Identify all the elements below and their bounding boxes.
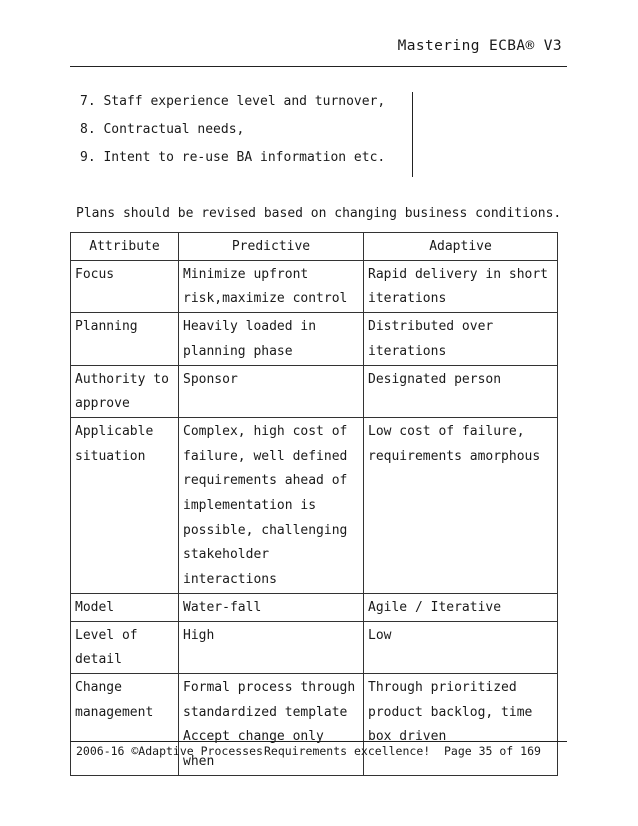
table-cell: Minimize upfront risk,maximize control [179,260,364,312]
list-item: 8. Contractual needs, [80,122,245,137]
table-cell: Agile / Iterative [364,593,558,621]
table-cell: Level of detail [71,621,179,673]
table-row [71,260,558,312]
table-cell: Heavily loaded in planning phase [179,313,364,365]
page-footer [76,744,541,758]
table-row [71,313,558,365]
running-header-title: Mastering ECBA® V3 [397,38,562,54]
table-row [71,417,558,593]
table-cell: Formal process through standardized template Accept change only when [179,673,364,775]
footer-copyright: 2006-16 ©Adaptive Processes [76,744,263,758]
table-row [71,365,558,417]
intro-paragraph: Plans should be revised based on changing business conditions. [76,206,562,221]
table-cell: Distributed over iterations [364,313,558,365]
table-cell: Model [71,593,179,621]
table-cell: Planning [71,313,179,365]
footer-tagline: Requirements excellence! [264,744,431,758]
table-header-row [71,233,558,261]
table-row [71,673,558,775]
list-item: 7. Staff experience level and turnover, [80,94,386,109]
table-cell: Complex, high cost of failure, well defined requirements ahead of implementation is possible, challenging stakeholder interactions [179,417,364,593]
table-cell: Low cost of failure, requirements amorphous [364,417,558,593]
table-cell: Authority to approve [71,365,179,417]
table-cell: Designated person [364,365,558,417]
list-side-rule [412,92,413,177]
column-header-predictive: Predictive [179,233,364,261]
table-cell: Focus [71,260,179,312]
footer-divider [70,741,567,742]
comparison-table [70,232,558,776]
list-item: 9. Intent to re-use BA information etc. [80,150,386,165]
column-header-adaptive: Adaptive [364,233,558,261]
table-cell: Rapid delivery in short iterations [364,260,558,312]
table-row [71,593,558,621]
table-row [71,621,558,673]
table-cell: High [179,621,364,673]
table-cell: Low [364,621,558,673]
numbered-list [80,92,385,176]
table-cell: Applicable situation [71,417,179,593]
column-header-attribute: Attribute [71,233,179,261]
page-number: Page 35 of 169 [444,744,541,758]
table-cell: Water-fall [179,593,364,621]
table-cell: Change management [71,673,179,775]
header-divider [70,66,567,67]
table-cell: Through prioritized product backlog, time box driven [364,673,558,775]
table-cell: Sponsor [179,365,364,417]
